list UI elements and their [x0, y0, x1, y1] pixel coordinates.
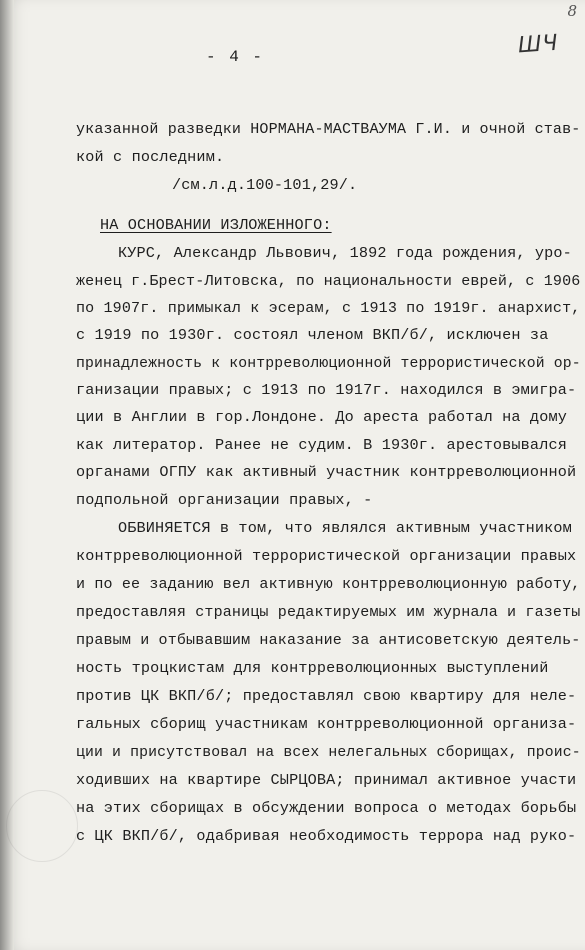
text-line: подпольной организации правых, -: [76, 491, 373, 509]
text-line: с ЦК ВКП/б/, одабривая необходимость террора над руко-: [76, 827, 577, 845]
handwritten-folio-number: ШЧ: [517, 30, 560, 59]
text-line: ции в Англии в гор.Лондоне. До ареста работал на дому: [76, 408, 567, 426]
text-line: по 1907г. примыкал к эсерам, с 1913 по 1919г. анархист,: [76, 299, 581, 317]
text-line: ходивших на квартире СЫРЦОВА; принимал активное участи: [76, 771, 577, 789]
faint-stamp-mark: [6, 790, 78, 862]
text-line: предоставляя страницы редактируемых им журнала и газеты: [76, 603, 581, 621]
page-number: - 4 -: [205, 48, 264, 66]
text-line: ность троцкистам для контрреволюционных выступлений: [76, 659, 549, 677]
text-line: с 1919 по 1930г. состоял членом ВКП/б/, исключен за: [76, 326, 549, 344]
text-line: женец г.Брест-Литовска, по национальности еврей, с 1906: [76, 272, 581, 290]
text-line: кой с последним.: [76, 148, 225, 166]
reference-line: /см.л.д.100-101,29/.: [172, 176, 358, 194]
text-line: принадлежность к контрреволюционной террористической ор-: [76, 354, 581, 372]
text-line: ции и присутствовал на всех нелегальных сборищах, проис-: [76, 743, 581, 761]
text-line: указанной разведки НОРМАНА-МАСТВАУМА Г.И. и очной став-: [76, 120, 581, 138]
text-line: гальных сборищ участникам контрреволюционной организа-: [76, 715, 577, 733]
text-line: и по ее заданию вел активную контрреволюционную работу,: [76, 575, 581, 593]
text-line: КУРС, Александр Львович, 1892 года рождения, уро-: [118, 244, 572, 262]
text-line: против ЦК ВКП/б/; предоставлял свою квартиру для неле-: [76, 687, 577, 705]
text-line: контрреволюционной террористической организации правых: [76, 547, 577, 565]
text-line: ганизации правых; с 1913 по 1917г. находился в эмигра-: [76, 381, 577, 399]
text-line: органами ОГПУ как активный участник контрреволюционной: [76, 463, 577, 481]
text-line: ОБВИНЯЕТСЯ в том, что являлся активным участником: [118, 519, 572, 537]
text-line: как литератор. Ранее не судим. В 1930г. арестовывался: [76, 436, 567, 454]
corner-page-number: 8: [567, 2, 577, 20]
text-line: на этих сборищах в обсуждении вопроса о методах борьбы: [76, 799, 577, 817]
text-line: правым и отбывавшим наказание за антисоветскую деятель-: [76, 631, 581, 649]
section-heading: НА ОСНОВАНИИ ИЗЛОЖЕННОГО:: [100, 216, 332, 234]
